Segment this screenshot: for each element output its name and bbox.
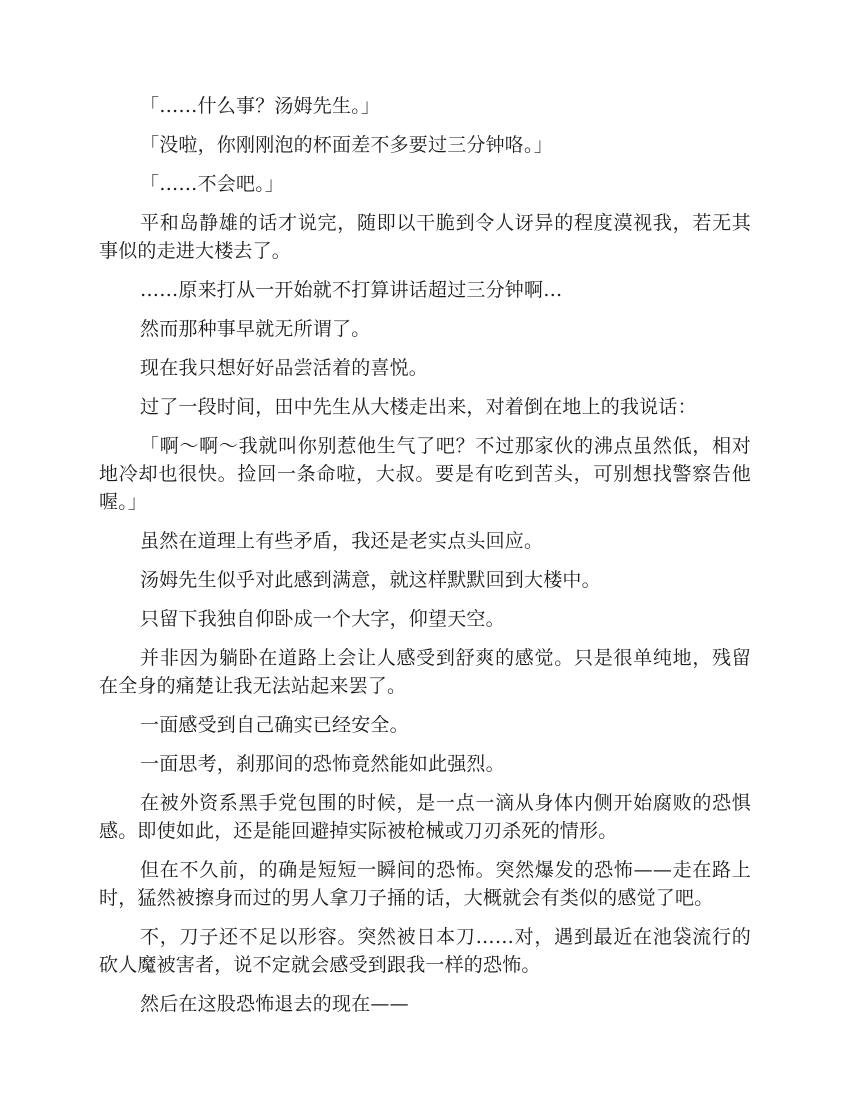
paragraph: 「没啦，你刚刚泡的杯面差不多要过三分钟咯。」 xyxy=(140,134,553,156)
paragraph: 过了一段时间，田中先生从大楼走出来，对着倒在地上的我说话： xyxy=(140,396,697,418)
paragraph: 但在不久前，的确是短短一瞬间的恐怖。突然爆发的恐怖——走在路上时，猛然被擦身而过的男人拿刀子捅的话，大概就会有类似的感觉了吧。 xyxy=(99,859,751,909)
document-page xyxy=(99,92,751,1029)
paragraph: 「……不会吧。」 xyxy=(140,173,285,195)
paragraph: 只留下我独自仰卧成一个大字，仰望天空。 xyxy=(140,608,505,630)
paragraph: 汤姆先生似乎对此感到满意，就这样默默回到大楼中。 xyxy=(140,569,601,591)
paragraph: 在被外资系黑手党包围的时候，是一点一滴从身体内侧开始腐败的恐惧感。即使如此，还是能回避掉实际被枪械或刀刃杀死的情形。 xyxy=(99,792,751,842)
paragraph: 不，刀子还不足以形容。突然被日本刀……对，遇到最近在池袋流行的砍人魔被害者，说不定就会感受到跟我一样的恐怖。 xyxy=(99,926,751,976)
paragraph: 然而那种事早就无所谓了。 xyxy=(140,318,371,340)
paragraph: 虽然在道理上有些矛盾，我还是老实点头回应。 xyxy=(140,530,544,552)
paragraph: 一面感受到自己确实已经安全。 xyxy=(140,714,409,736)
paragraph: 「啊～啊～我就叫你别惹他生气了吧？不过那家伙的沸点虽然低，相对地冷却也很快。捡回一条命啦，大叔。要是有吃到苦头，可别想找警察告他喔。」 xyxy=(99,435,751,513)
paragraph: ……原来打从一开始就不打算讲话超过三分钟啊… xyxy=(140,279,563,301)
paragraph: 并非因为躺卧在道路上会让人感受到舒爽的感觉。只是很单纯地，残留在全身的痛楚让我无法站起来罢了。 xyxy=(99,647,751,697)
paragraph: 「……什么事？汤姆先生。」 xyxy=(140,95,381,117)
paragraph: 一面思考，刹那间的恐怖竟然能如此强烈。 xyxy=(140,753,505,775)
paragraph: 现在我只想好好品尝活着的喜悦。 xyxy=(140,357,429,379)
paragraph: 平和岛静雄的话才说完，随即以干脆到令人讶异的程度漠视我，若无其事似的走进大楼去了。 xyxy=(99,212,751,262)
paragraph: 然后在这股恐怖退去的现在—— xyxy=(140,993,409,1015)
